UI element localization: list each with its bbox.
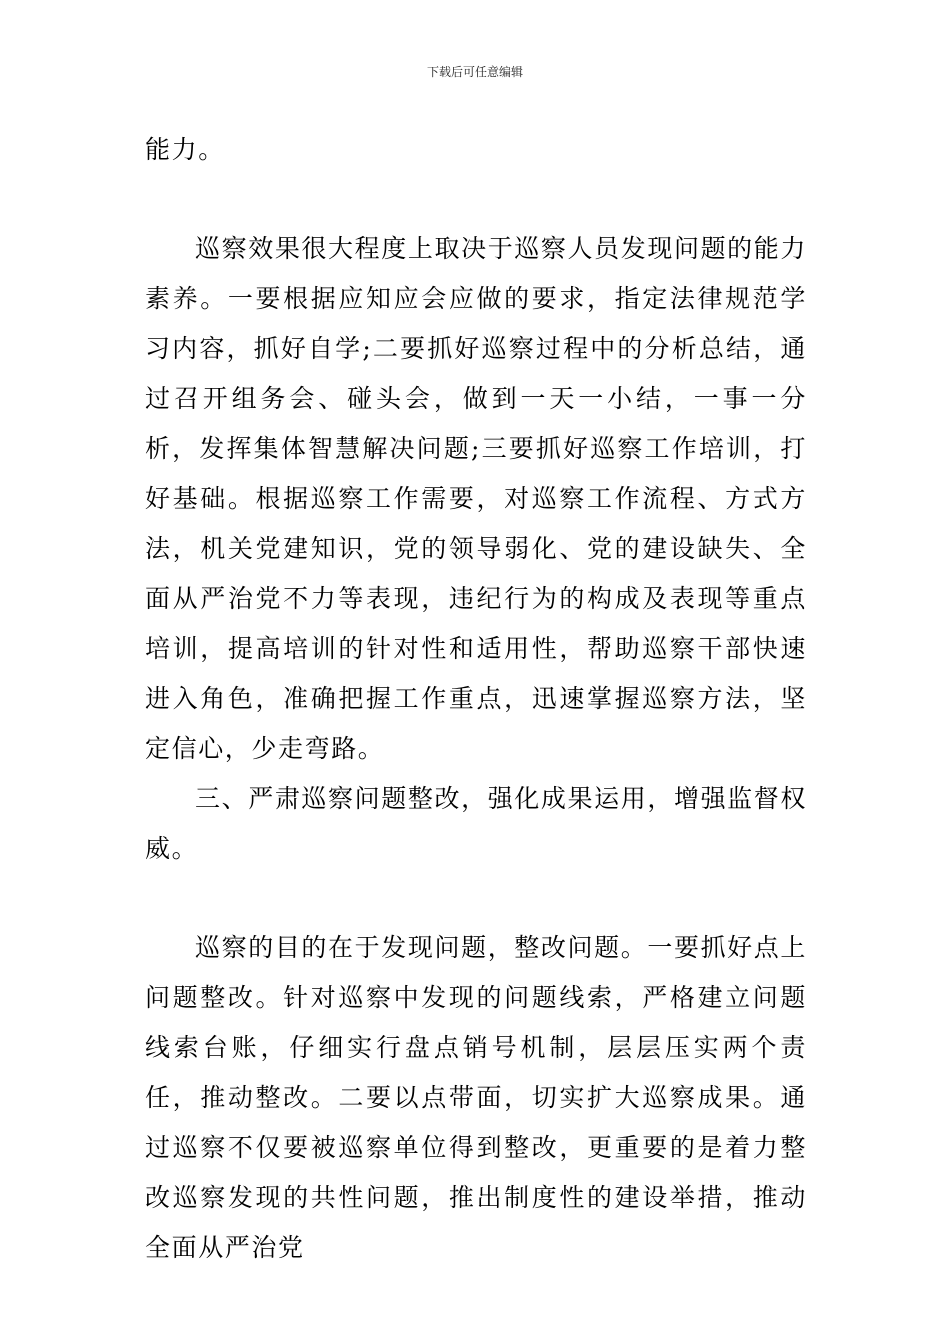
paragraph-rectification: 巡察的目的在于发现问题，整改问题。一要抓好点上问题整改。针对巡察中发现的问题线索，严格建立问题线索台账，仔细实行盘点销号机制，层层压实两个责任，推动整改。二要以点带面，切实扩大巡察成果。通过巡察不仅要被巡察单位得到整改，更重要的是着力整改巡察发现的共性问题，推出制度性的建设举措，推动全面从严治党 (145, 933, 807, 1262)
paragraph-continuation: 能力。 (145, 135, 225, 164)
paragraph-inspection-ability: 巡察效果很大程度上取决于巡察人员发现问题的能力素养。一要根据应知应会应做的要求，指定法律规范学习内容，抓好自学;二要抓好巡察过程中的分析总结，通过召开组务会、碰头会，做到一天一小结，一事一分析，发挥集体智慧解决问题;三要抓好巡察工作培训，打好基础。根据巡察工作需要，对巡察工作流程、方式方法，机关党建知识，党的领导弱化、党的建设缺失、全面从严治党不力等表现，违纪行为的构成及表现等重点培训，提高培训的针对性和适用性，帮助巡察干部快速进入角色，准确把握工作重点，迅速掌握巡察方法，坚定信心，少走弯路。 (145, 234, 807, 763)
page-header-note: 下载后可任意编辑 (426, 65, 523, 79)
section-heading-three: 三、严肃巡察问题整改，强化成果运用，增强监督权威。 (145, 784, 807, 863)
